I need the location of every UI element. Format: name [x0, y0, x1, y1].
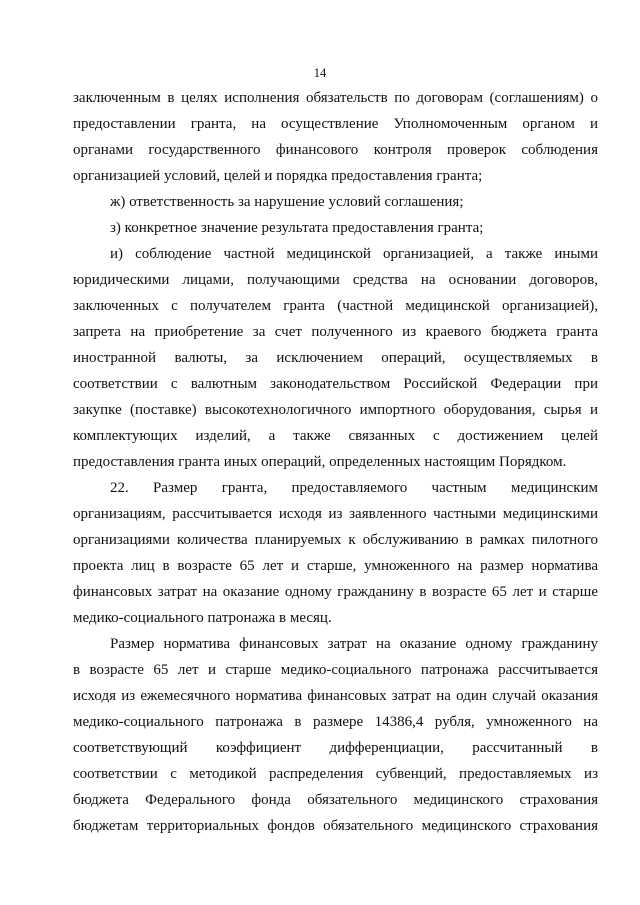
page-number: 14 [313, 66, 327, 80]
text-line: исходя из ежемесячного норматива финансовых затрат на один случай оказания [73, 688, 598, 704]
text-line: бюджетам территориальных фондов обязательного медицинского страхования [73, 818, 598, 834]
text-line: организацией условий, целей и порядка предоставления гранта; [73, 168, 483, 184]
text-line: организациям, рассчитывается исходя из заявленного частными медицинскими [73, 506, 598, 522]
text-line: медико-социального патронажа в месяц. [73, 610, 332, 626]
text-line: соответствии с методикой распределения субвенций, предоставляемых из [73, 766, 598, 782]
text-line: запрета на приобретение за счет полученного из краевого бюджета гранта [73, 324, 598, 340]
text-line: проекта лиц в возрасте 65 лет и старше, умноженного на размер норматива [73, 558, 598, 574]
text-line: и) соблюдение частной медицинской организацией, а также иными [110, 246, 598, 262]
text-line: в возрасте 65 лет и старше медико-социального патронажа рассчитывается [73, 662, 598, 678]
text-line: закупке (поставке) высокотехнологичного импортного оборудования, сырья и [73, 402, 598, 418]
text-line: медико-социального патронажа в размере 14386,4 рубля, умноженного на [73, 714, 598, 730]
text-line: Размер норматива финансовых затрат на оказание одному гражданину [110, 636, 598, 652]
text-line: заключенных с получателем гранта (частной медицинской организацией), [73, 298, 598, 314]
text-line: юридическими лицами, получающими средства на основании договоров, [73, 272, 598, 288]
text-line: ж) ответственность за нарушение условий соглашения; [110, 194, 464, 210]
text-line: соответствующий коэффициент дифференциации, рассчитанный в [73, 740, 598, 756]
text-line: заключенным в целях исполнения обязательств по договорам (соглашениям) о [73, 90, 598, 106]
text-line: комплектующих изделий, а также связанных с достижением целей [73, 428, 598, 444]
text-line: з) конкретное значение результата предоставления гранта; [110, 220, 484, 236]
text-line: предоставления гранта иных операций, определенных настоящим Порядком. [73, 454, 567, 470]
text-line: иностранной валюты, за исключением операций, осуществляемых в [73, 350, 598, 366]
text-line: организациями количества планируемых к обслуживанию в рамках пилотного [73, 532, 598, 548]
text-line: 22. Размер гранта, предоставляемого частным медицинским [110, 480, 598, 496]
text-line: финансовых затрат на оказание одному гражданину в возрасте 65 лет и старше [73, 584, 598, 600]
text-line: бюджета Федерального фонда обязательного медицинского страхования [73, 792, 598, 808]
text-line: соответствии с валютным законодательством Российской Федерации при [73, 376, 598, 392]
text-line: предоставлении гранта, на осуществление Уполномоченным органом и [73, 116, 598, 132]
text-line: органами государственного финансового контроля проверок соблюдения [73, 142, 598, 158]
